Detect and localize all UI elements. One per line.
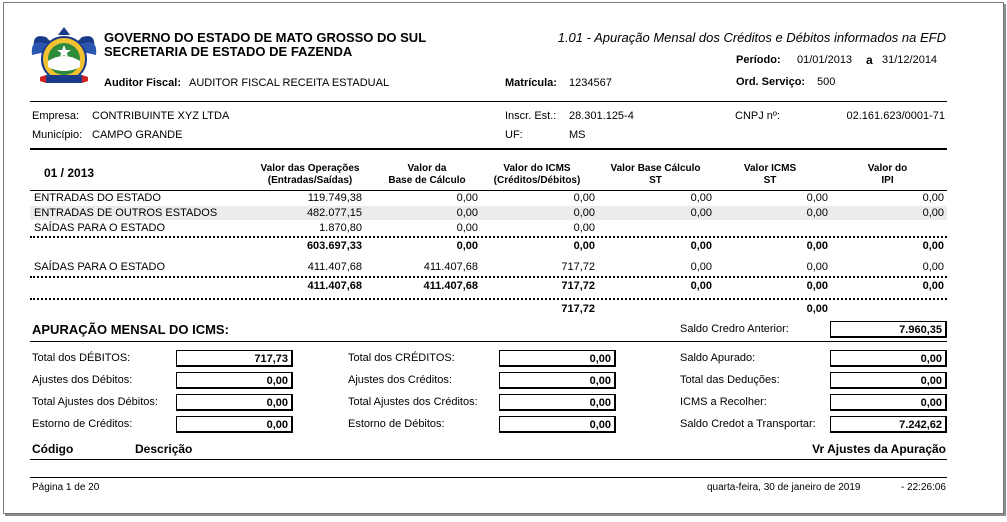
periodo-end: 31/12/2014 [882,54,938,66]
subtotal-value: 0,00 [690,240,712,252]
row-label: ENTRADAS DO ESTADO [34,192,161,204]
apuracao-value-box: 0,00 [499,416,616,433]
apuracao-label: Total dos DÉBITOS: [32,352,131,364]
apuracao-value-box: 0,00 [830,372,947,389]
apuracao-label: Ajustes dos Créditos: [348,374,452,386]
apuracao-label: Saldo Apurado: [680,352,756,364]
header-valor-ipi: Valor do IPI [867,163,908,186]
ord-servico-value: 500 [817,76,836,88]
apuracao-value-box: 717,73 [176,350,293,367]
row-value: 0,00 [806,261,828,273]
ord-servico-label: Ord. Serviço: [736,76,806,88]
apuracao-title: APURAÇÃO MENSAL DO ICMS: [32,322,229,337]
apuracao-label: Total Ajustes dos Créditos: [348,396,478,408]
row-value: 0,00 [806,207,828,219]
subtotal-value: 0,00 [806,240,828,252]
subtotal-value: 411.407,68 [307,280,362,292]
saldo-anterior-label: Saldo Credro Anterior: [680,323,789,335]
row-value: 717,72 [561,261,595,273]
row-value: 482.077,15 [306,207,362,219]
row-value: 0,00 [456,222,478,234]
apuracao-value-box: 0,00 [499,372,616,389]
apuracao-value-box: 0,00 [176,416,293,433]
apuracao-label: Total das Deduções: [680,374,780,386]
subtotal-value: 0,00 [922,280,944,292]
header-base-calculo: Valor da Base de Cálculo [388,163,466,186]
uf-label: UF: [505,129,523,141]
municipio-value: CAMPO GRANDE [92,129,183,141]
subtotal-value: 603.697,33 [306,240,362,252]
apuracao-label: Estorno de Débitos: [348,418,445,430]
apuracao-value-box: 0,00 [176,372,293,389]
subtotal-value: 0,00 [690,280,712,292]
uf-value: MS [569,129,586,141]
page-number: Página 1 de 20 [32,482,100,493]
report-title: 1.01 - Apuração Mensal dos Créditos e Débitos informados na EFD [557,30,946,45]
subtotal-value: 411.407,68 [423,280,478,292]
saldo-anterior-value: 7.960,35 [830,321,947,338]
apuracao-divider [30,341,947,342]
periodo-start: 01/01/2013 [797,54,853,66]
row-value: 411.407,68 [423,261,478,273]
row-label: SAÍDAS PARA O ESTADO [34,261,166,273]
apuracao-label: Estorno de Créditos: [32,418,133,430]
print-date: quarta-feira, 30 de janeiro de 2019 [707,482,861,493]
apuracao-value-box: 0,00 [830,350,947,367]
row-value: 411.407,68 [307,261,362,273]
subtotal-value: 0,00 [573,240,595,252]
header-valor-icms-st: Valor ICMS ST [743,163,797,186]
row-value: 119.749,38 [307,192,362,204]
row-value: 1.870,80 [319,222,362,234]
row-value: 0,00 [573,192,595,204]
subtotal-value: 717,72 [561,280,595,292]
print-time: - 22:26:06 [900,482,946,493]
government-name: GOVERNO DO ESTADO DE MATO GROSSO DO SUL [104,30,427,45]
codigo-header: Código [32,442,74,456]
row-value: 0,00 [806,192,828,204]
cnpj-value: 02.161.623/0001-71 [846,110,945,122]
apuracao-value-box: 0,00 [499,394,616,411]
header-valor-operacoes: Valor das Operações (Entradas/Saídas) [260,163,360,186]
subtotal-value: 0,00 [922,240,944,252]
auditor-value: AUDITOR FISCAL RECEITA ESTADUAL [189,77,390,89]
apuracao-label: Saldo Credot a Transportar: [680,418,816,430]
header-divider [30,101,947,102]
row-label: ENTRADAS DE OUTROS ESTADOS [34,207,218,219]
row-value: 0,00 [573,207,595,219]
periodo-separator: a [866,53,873,67]
matricula-label: Matrícula: [505,77,557,89]
subtotal-2-divider [30,276,947,278]
subtotal-value: 0,00 [806,280,828,292]
secretariat-name: SECRETARIA DE ESTADO DE FAZENDA [104,44,353,59]
municipio-label: Município: [32,129,83,141]
inscricao-value: 28.301.125-4 [569,110,634,122]
apuracao-label: Total Ajustes dos Débitos: [32,396,158,408]
grand-total-icms-st: 0,00 [806,303,828,315]
empresa-label: Empresa: [32,110,80,122]
row-value: 0,00 [922,261,944,273]
apuracao-value-box: 0,00 [176,394,293,411]
apuracao-label: ICMS a Recolher: [680,396,767,408]
table-header-divider [30,190,947,191]
row-value: 0,00 [573,222,595,234]
auditor-label: Auditor Fiscal: [104,77,182,89]
header-base-calculo-st: Valor Base Cálculo ST [610,163,701,186]
ajustes-divider [30,459,947,460]
apuracao-value-box: 0,00 [830,394,947,411]
row-value: 0,00 [922,192,944,204]
vr-ajustes-header: Vr Ajustes da Apuração [812,442,946,456]
apuracao-label: Total dos CRÉDITOS: [348,352,455,364]
inscricao-label: Inscr. Est.: [505,110,557,122]
period-heading: 01 / 2013 [44,166,95,180]
apuracao-value-box: 0,00 [499,350,616,367]
row-value: 0,00 [922,207,944,219]
cnpj-label: CNPJ nº: [735,110,780,122]
matricula-value: 1234567 [569,77,612,89]
apuracao-label: Ajustes dos Débitos: [32,374,133,386]
subtotal-1-divider [30,236,947,238]
empresa-value: CONTRIBUINTE XYZ LTDA [92,110,230,122]
subtotal-value: 0,00 [456,240,478,252]
descricao-header: Descrição [135,442,193,456]
row-value: 0,00 [456,207,478,219]
row-value: 0,00 [690,192,712,204]
row-label: SAÍDAS PARA O ESTADO [34,222,166,234]
grand-total-icms: 717,72 [561,303,595,315]
row-value: 0,00 [690,261,712,273]
footer-divider [30,477,947,478]
row-value: 0,00 [690,207,712,219]
grand-total-divider [30,298,947,300]
apuracao-value-box: 7.242,62 [830,416,947,433]
state-coat-of-arms-logo [30,25,98,87]
header-valor-icms: Valor do ICMS (Créditos/Débitos) [493,163,581,186]
company-divider [30,148,947,150]
row-value: 0,00 [456,192,478,204]
periodo-label: Período: [736,54,781,66]
